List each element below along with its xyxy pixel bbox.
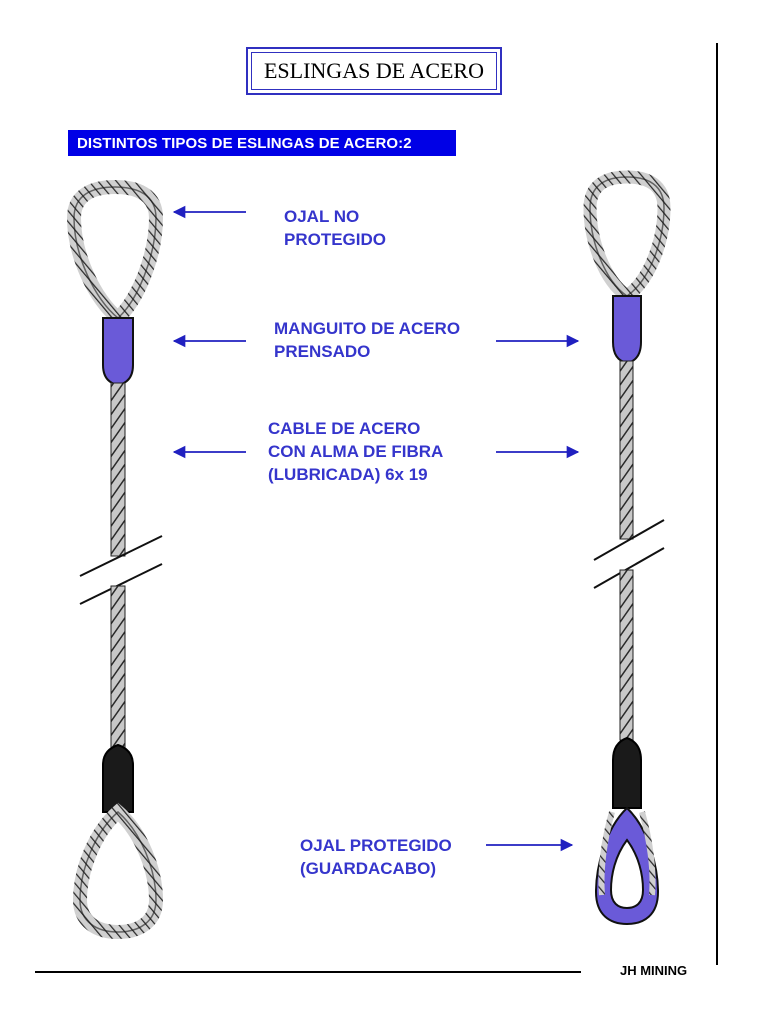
label-line: PROTEGIDO: [284, 230, 387, 249]
right-cable-upper: [620, 361, 633, 539]
left-cable-lower: [111, 586, 125, 749]
label-line: (LUBRICADA) 6x 19: [268, 465, 428, 484]
label-line: OJAL PROTEGIDO: [300, 836, 452, 855]
left-cable-upper: [111, 383, 125, 556]
left-bottom-ferrule: [103, 745, 133, 812]
right-sling: [590, 177, 664, 924]
label-line: OJAL NO: [284, 207, 360, 226]
right-bottom-ferrule: [613, 738, 641, 808]
right-top-eye: [590, 177, 664, 296]
subtitle-bar: DISTINTOS TIPOS DE ESLINGAS DE ACERO:2: [68, 130, 456, 156]
label-line: MANGUITO DE ACERO: [274, 319, 461, 338]
footer-brand: JH MINING: [620, 963, 688, 978]
right-top-ferrule: [613, 296, 641, 363]
label-line: CABLE DE ACERO: [268, 419, 421, 438]
left-sling: [74, 187, 162, 932]
left-top-eye: [74, 187, 156, 318]
label-line: (GUARDACABO): [300, 859, 436, 878]
left-bottom-eye: [80, 812, 156, 932]
right-cable-lower: [620, 570, 633, 740]
label-line: CON ALMA DE FIBRA: [268, 442, 444, 461]
page-title: ESLINGAS DE ACERO: [251, 52, 497, 90]
label-line: PRENSADO: [274, 342, 371, 361]
left-top-ferrule: [103, 318, 133, 385]
arrows: [174, 212, 578, 845]
